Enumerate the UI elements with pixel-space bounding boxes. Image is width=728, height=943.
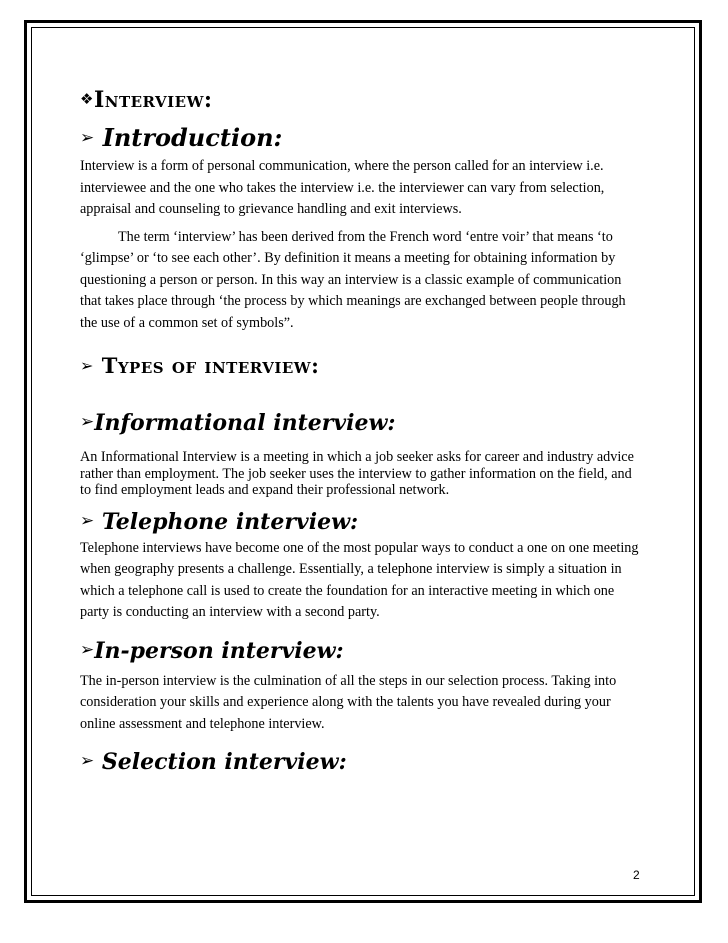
page-number: 2 [633, 868, 640, 882]
informational-paragraph: An Informational Interview is a meeting in which a job seeker asks for career and industry advice rather than employment. The job seeker uses the interview to gather information on the field, and to find employment leads and expand their professional network. [80, 449, 634, 498]
heading-informational-interview [80, 406, 640, 439]
heading-selection-interview [80, 745, 640, 778]
arrow-bullet-icon: ➢ [80, 128, 95, 148]
heading-telephone-text: Telephone interview: [101, 508, 359, 535]
heading-types-of-interview [80, 350, 640, 382]
heading-interview [80, 86, 640, 112]
heading-interview-text: Interview: [93, 87, 213, 113]
arrow-bullet-icon: ➢ [80, 751, 95, 771]
inperson-paragraph: The in-person interview is the culmination of all the steps in our selection process. Taking into consideration your skills and experience along with the talents you have revealed during your online assessment and telephone interview. [80, 672, 617, 732]
page-content [80, 86, 640, 778]
arrow-bullet-icon: ➢ [80, 356, 94, 375]
intro-paragraph-2: The term ‘interview’ has been derived from the French word ‘entre voir’ that means ‘to ‘glimpse’ or ‘to see each other’. By definition it means a meeting for obtaining information by questioning a person or person. In this way an interview is a classic example of communication that takes place through ‘the process by which meanings are exchanged between people through the use of a common set of symbols”. [80, 228, 626, 331]
diamond-bullet-icon: ❖ [80, 90, 94, 108]
heading-selection-text: Selection interview: [101, 749, 347, 775]
arrow-bullet-icon: ➢ [80, 639, 95, 660]
arrow-bullet-icon: ➢ [80, 510, 95, 531]
arrow-bullet-icon: ➢ [80, 412, 95, 432]
heading-informational-text: Informational interview: [94, 410, 396, 436]
telephone-paragraph: Telephone interviews have become one of the most popular ways to conduct a one on one meeting when geography presents a challenge. Essentially, a telephone interview is simply a situation in which a telephone call is used to create the foundation for an interactive meeting in which one party is conducting an interview with a second party. [80, 539, 639, 620]
heading-introduction [80, 122, 640, 154]
heading-types-text: Types of interview: [101, 353, 320, 378]
heading-inperson-text: In-person interview: [94, 637, 344, 664]
heading-introduction-text: Introduction: [102, 123, 283, 152]
intro-paragraph-1: Interview is a form of personal communication, where the person called for an interview i.e. interviewee and the one who takes the interview i.e. the interviewer can vary from selection, appraisal and counseling to grievance handling and exit interviews. [80, 158, 605, 217]
heading-telephone-interview [80, 505, 640, 538]
heading-inperson-interview [80, 634, 640, 667]
